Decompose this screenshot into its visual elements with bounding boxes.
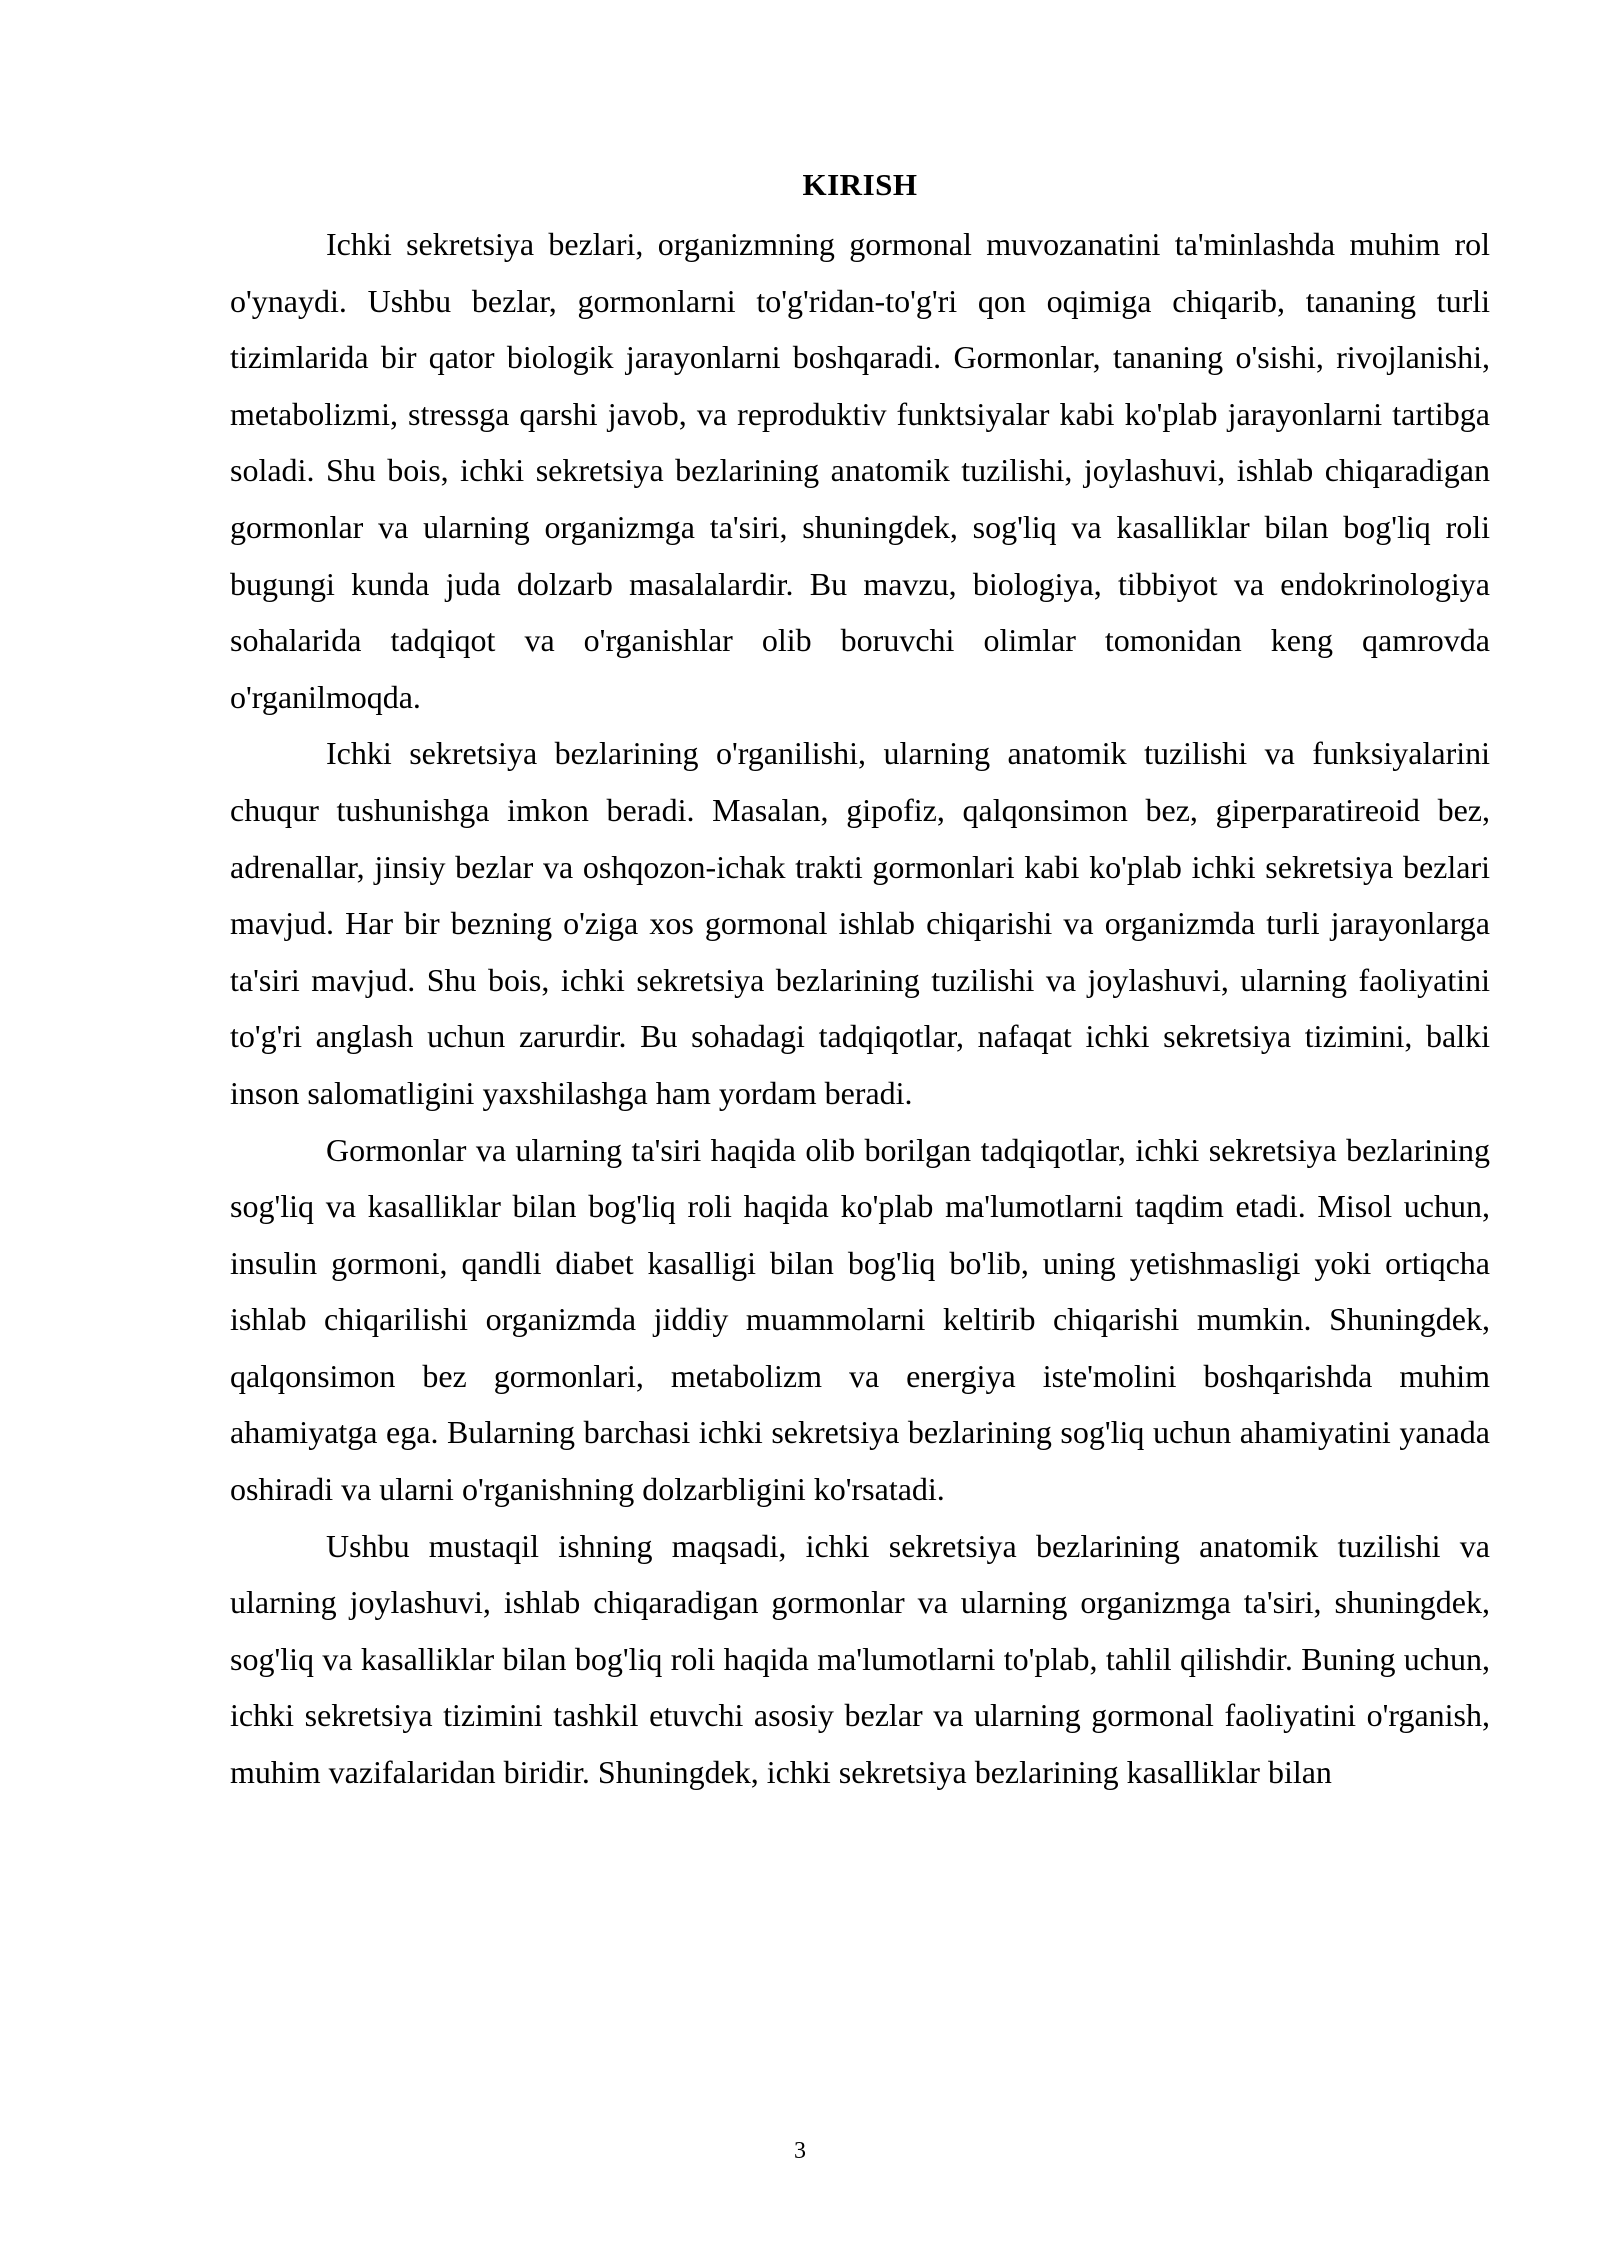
page-content: [230, 163, 1490, 1801]
paragraph-2: Ichki sekretsiya bezlarining o'rganilishi, ularning anatomik tuzilishi va funksiyalarini chuqur tushunishga imkon beradi. Masalan, gipofiz, qalqonsimon bez, giperparatireoid bez, adrenallar, jinsiy bezlar va oshqozon-ichak trakti gormonlari kabi ko'plab ichki sekretsiya bezlari mavjud. Har bir bezning o'ziga xos gormonal ishlab chiqarishi va organizmda turli jarayonlarga ta'siri mavjud. Shu bois, ichki sekretsiya bezlarining tuzilishi va joylashuvi, ularning faoliyatini to'g'ri anglash uchun zarurdir. Bu sohadagi tadqiqotlar, nafaqat ichki sekretsiya tizimini, balki inson salomatligini yaxshilashga ham yordam beradi.: [230, 735, 1490, 1111]
section-title: KIRISH: [802, 167, 918, 202]
paragraph-4: Ushbu mustaqil ishning maqsadi, ichki sekretsiya bezlarining anatomik tuzilishi va ularning joylashuvi, ishlab chiqaradigan gormonlar va ularning organizmga ta'siri, shuningdek, sog'liq va kasalliklar bilan bog'liq roli haqida ma'lumotlarni to'plab, tahlil qilishdir. Buning uchun, ichki sekretsiya tizimini tashkil etuvchi asosiy bezlar va ularning gormonal faoliyatini o'rganish, muhim vazifalaridan biridir. Shuningdek, ichki sekretsiya bezlarining kasalliklar bilan: [230, 1527, 1490, 1791]
paragraph-1: Ichki sekretsiya bezlari, organizmning gormonal muvozanatini ta'minlashda muhim rol o'ynaydi. Ushbu bezlar, gormonlarni to'g'ridan-to'g'ri qon oqimiga chiqarib, tananing turli tizimlarida bir qator biologik jarayonlarni boshqaradi. Gormonlar, tananing o'sishi, rivojlanishi, metabolizmi, stressga qarshi javob, va reproduktiv funktsiyalar kabi ko'plab jarayonlarni tartibga soladi. Shu bois, ichki sekretsiya bezlarining anatomik tuzilishi, joylashuvi, ishlab chiqaradigan gormonlar va ularning organizmga ta'siri, shuningdek, sog'liq va kasalliklar bilan bog'liq roli bugungi kunda juda dolzarb masalalardir. Bu mavzu, biologiya, tibbiyot va endokrinologiya sohalarida tadqiqot va o'rganishlar olib boruvchi olimlar tomonidan keng qamrovda o'rganilmoqda.: [230, 226, 1490, 715]
paragraph-3: Gormonlar va ularning ta'siri haqida olib borilgan tadqiqotlar, ichki sekretsiya bezlarining sog'liq va kasalliklar bilan bog'liq roli haqida ko'plab ma'lumotlarni taqdim etadi. Misol uchun, insulin gormoni, qandli diabet kasalligi bilan bog'liq bo'lib, uning yetishmasligi yoki ortiqcha ishlab chiqarilishi organizmda jiddiy muammolarni keltirib chiqarishi mumkin. Shuningdek, qalqonsimon bez gormonlari, metabolizm va energiya iste'molini boshqarishda muhim ahamiyatga ega. Bularning barchasi ichki sekretsiya bezlarining sog'liq uchun ahamiyatini yanada oshiradi va ularni o'rganishning dolzarbligini ko'rsatadi.: [230, 1131, 1490, 1508]
page-number: 3: [794, 2138, 806, 2164]
